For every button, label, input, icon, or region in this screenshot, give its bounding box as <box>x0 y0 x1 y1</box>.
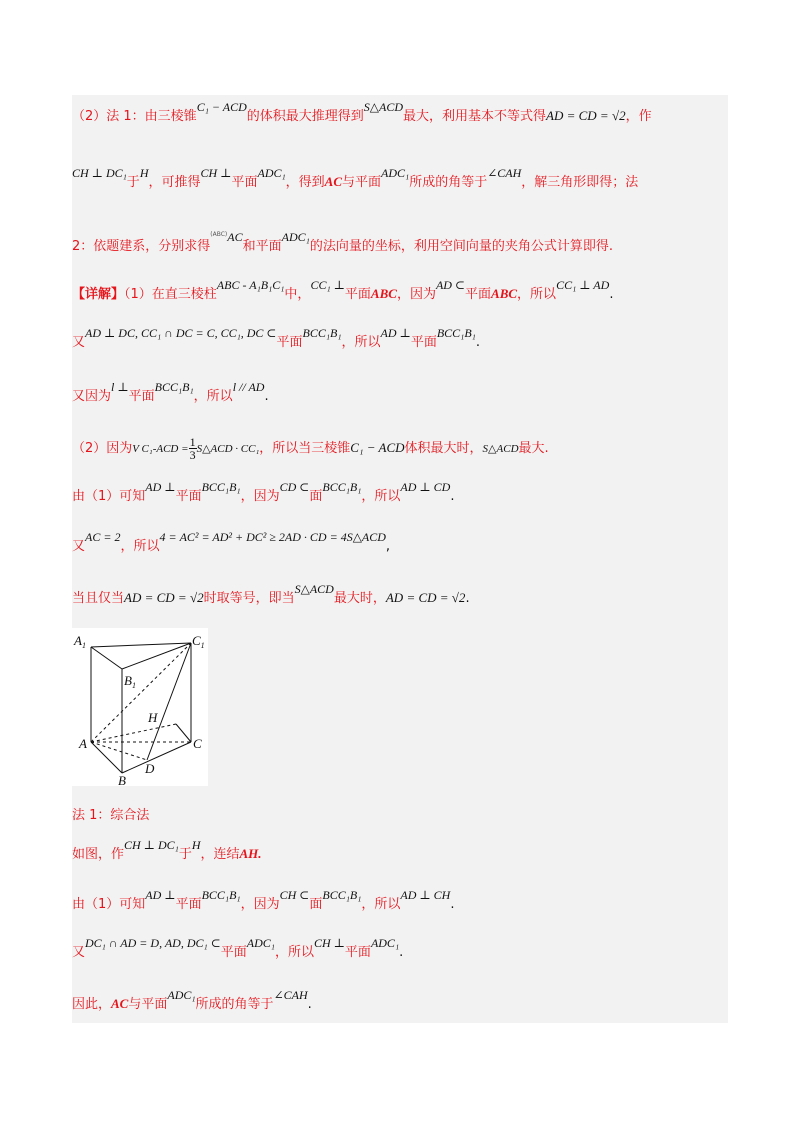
text: . <box>399 945 404 960</box>
edge-a1-b1 <box>91 647 122 669</box>
text: 平面 <box>128 389 155 404</box>
text: 又 <box>72 539 86 554</box>
text-line-8 <box>72 480 455 507</box>
text-line-4 <box>72 278 614 305</box>
math: AD ⊥ <box>145 480 176 494</box>
math: AD = CD = √2 <box>385 590 466 605</box>
edge-b1-c1 <box>122 643 191 669</box>
math: ADC₁ <box>281 230 310 244</box>
text: 面 <box>309 489 323 504</box>
label-d: D <box>145 761 155 776</box>
text: 平面 <box>175 489 202 504</box>
math: DC₁ ∩ AD = D, AD, DC₁ ⊂ <box>85 936 221 950</box>
text: （2）法 1：由三棱锥 <box>72 109 197 124</box>
text: 中， <box>284 287 311 302</box>
edge-b-c <box>122 742 191 773</box>
text-line-12 <box>72 838 262 865</box>
text: 平面 <box>465 287 492 302</box>
fraction-denominator: 3 <box>189 448 196 462</box>
text-line-3 <box>72 230 613 259</box>
math: AD ⊥ CD <box>400 480 451 494</box>
text: . <box>450 897 455 912</box>
prism-figure <box>72 628 208 786</box>
text-line-11 <box>72 806 149 826</box>
math: AD ⊥ CH <box>400 888 451 902</box>
text: ，因为 <box>240 489 280 504</box>
math: BCC₁B₁ <box>302 326 342 340</box>
math: S△ACD <box>294 582 334 596</box>
text: 所成的角等于 <box>409 175 488 190</box>
text-line-15 <box>72 988 312 1015</box>
text: 于 <box>126 175 140 190</box>
text: 平面 <box>220 945 247 960</box>
math: C₁ − ACD <box>196 100 247 114</box>
math: BCC₁B₁ <box>201 888 241 902</box>
math: ADC₁ <box>370 936 400 950</box>
text-line-6 <box>72 380 269 407</box>
text: 当且仅当 <box>72 591 125 606</box>
math: S△ACD · CC₁ <box>196 443 260 455</box>
fraction-numerator: 1 <box>189 435 196 449</box>
text: ，得到 <box>285 175 325 190</box>
text-line-7 <box>72 436 549 461</box>
text-line-5 <box>72 326 480 353</box>
text: . <box>475 335 480 350</box>
math: AD ⊥ DC, CC₁ ∩ DC = C, CC₁, DC ⊂ <box>85 326 277 340</box>
math: BCC₁B₁ <box>322 480 362 494</box>
text: ，作 <box>625 109 652 124</box>
math: ABC <box>491 286 518 301</box>
text: 平面 <box>410 335 437 350</box>
fraction <box>189 436 197 461</box>
math: BCC₁B₁ <box>436 326 476 340</box>
math: ADC₁ <box>246 936 275 950</box>
text: . <box>450 489 455 504</box>
text-line-14 <box>72 936 404 963</box>
math: ADC₁ <box>257 166 286 180</box>
text: ，因为 <box>396 287 436 302</box>
math: BCC₁B₁ <box>322 888 362 902</box>
math: S△ACD <box>482 443 519 455</box>
text: 平面 <box>276 335 303 350</box>
math: H <box>139 166 149 180</box>
text: 最大. <box>518 441 549 456</box>
label-b: B <box>118 773 126 786</box>
text: . <box>264 389 269 404</box>
text: 如图，作 <box>72 847 125 862</box>
math: CD ⊂ <box>279 480 310 494</box>
math: AD = CD = √2 <box>124 590 204 605</box>
math: V C₁-ACD = <box>132 443 189 455</box>
edge-c-h <box>176 724 191 742</box>
math: 4 = AC² = AD² + DC² ≥ 2AD · CD = 4S△ACD <box>159 530 386 544</box>
math: ADC₁ <box>167 988 196 1002</box>
math: CC₁ ⊥ <box>310 278 345 292</box>
label-c1: $C_1$ <box>192 633 205 650</box>
text: （2）因为 <box>72 441 133 456</box>
text: （1）在直三棱柱 <box>124 287 217 302</box>
text: ，连结 <box>200 847 240 862</box>
math: H <box>191 838 201 852</box>
text-line-9 <box>72 530 391 557</box>
text: 因此， <box>72 997 112 1012</box>
text: 所成的角等于 <box>195 997 274 1012</box>
math: CH ⊥ DC₁ <box>72 166 127 180</box>
text: ，所以 <box>361 897 401 912</box>
math: CH ⊥ DC₁ <box>124 838 179 852</box>
label-a1: $A_1$ <box>74 633 86 650</box>
text: 时取等号，即当 <box>203 591 295 606</box>
math: AD ⊂ <box>435 278 466 292</box>
text: 2：依题建系，分别求得 <box>72 239 211 254</box>
text: . <box>307 997 312 1012</box>
math: AD = CD = √2 <box>546 108 626 123</box>
math-annotation: (ABC) <box>210 231 228 238</box>
math: AD ⊥ <box>380 326 411 340</box>
text: 的体积最大推理得到 <box>246 109 364 124</box>
math: S△ACD <box>363 100 403 114</box>
text: 由（1）可知 <box>72 897 146 912</box>
text: 面 <box>309 897 323 912</box>
math: AC <box>111 996 129 1011</box>
math: C₁ − ACD <box>350 440 405 455</box>
math: AC <box>324 174 343 189</box>
math: l // AD <box>232 380 265 394</box>
text: 平面 <box>231 175 258 190</box>
math: CH ⊂ <box>279 888 310 902</box>
label-a: A <box>79 736 87 751</box>
edge-a-b <box>91 742 122 773</box>
math: BCC₁B₁ <box>201 480 241 494</box>
text: , <box>385 539 391 554</box>
text-line-1 <box>72 100 652 127</box>
prism-diagram <box>72 628 208 786</box>
text: 又 <box>72 335 86 350</box>
text: 法 1：综合法 <box>72 808 150 823</box>
section-label: 【详解】 <box>72 287 125 302</box>
math: ABC - A₁B₁C₁ <box>216 278 285 292</box>
text: 最大，利用基本不等式得 <box>403 109 547 124</box>
math: AH. <box>239 846 262 861</box>
text: 体积最大时， <box>404 441 483 456</box>
math: CH ⊥ <box>200 166 232 180</box>
text: 平面 <box>344 287 371 302</box>
math: ADC₁ <box>381 166 410 180</box>
text: ，所以 <box>193 389 233 404</box>
text: ，可推得 <box>148 175 201 190</box>
math: AC <box>227 230 243 244</box>
text: 又 <box>72 945 86 960</box>
edge-a1-c1 <box>91 643 191 647</box>
math: AC = 2 <box>85 530 121 544</box>
text: ，因为 <box>240 897 280 912</box>
text: . <box>609 287 614 302</box>
text-line-13 <box>72 888 455 915</box>
math: ∠CAH <box>273 988 308 1002</box>
math: CH ⊥ <box>313 936 345 950</box>
text: ，解三角形即得；法 <box>521 175 639 190</box>
content-panel <box>72 95 728 1023</box>
text: ，所以 <box>361 489 401 504</box>
label-h: H <box>148 710 158 725</box>
text-line-10 <box>72 582 470 609</box>
math: BCC₁B₁ <box>154 380 194 394</box>
text: 由（1）可知 <box>72 489 146 504</box>
text: 和平面 <box>242 239 282 254</box>
text: 最大时， <box>333 591 386 606</box>
dashed-a-h <box>91 724 176 742</box>
text: . <box>465 591 470 606</box>
label-c: C <box>193 736 202 751</box>
text: 于 <box>178 847 192 862</box>
text: 又因为 <box>72 389 112 404</box>
text: ，所以 <box>120 539 160 554</box>
text: 与平面 <box>342 175 382 190</box>
text: 平面 <box>175 897 202 912</box>
text: ，所以 <box>274 945 314 960</box>
text-line-2 <box>72 166 639 193</box>
math: l ⊥ <box>111 380 129 394</box>
text: 的法向量的坐标，利用空间向量的夹角公式计算即得. <box>309 239 613 254</box>
math: CC₁ ⊥ AD <box>556 278 610 292</box>
text: ，所以 <box>341 335 381 350</box>
label-b1: $B_1$ <box>124 673 136 690</box>
text: ，所以 <box>517 287 557 302</box>
math: ∠CAH <box>487 166 522 180</box>
math: AD ⊥ <box>145 888 176 902</box>
text: 与平面 <box>128 997 168 1012</box>
text: 平面 <box>344 945 371 960</box>
math: ABC <box>370 286 397 301</box>
text: ，所以当三棱锥 <box>259 441 351 456</box>
